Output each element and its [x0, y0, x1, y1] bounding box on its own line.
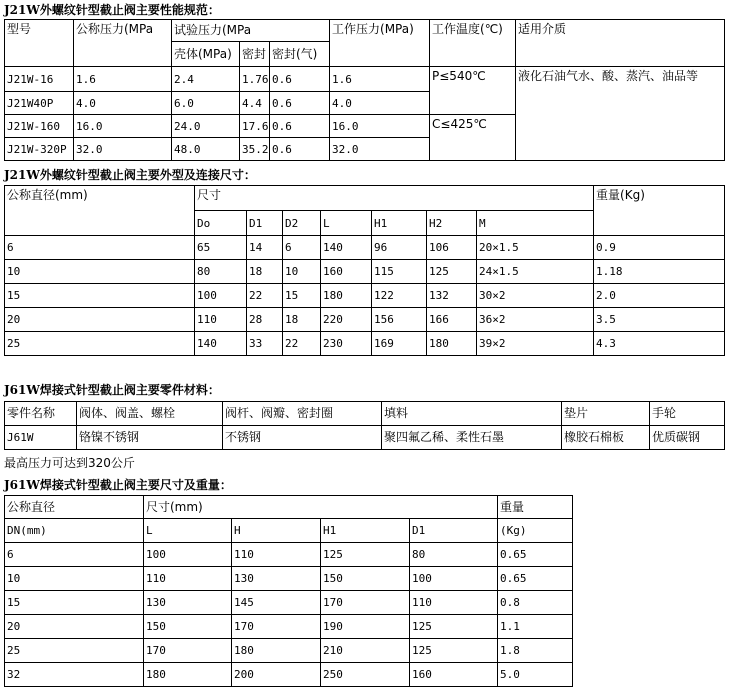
table-row: [5, 567, 573, 591]
table-cell: 15: [5, 591, 144, 615]
col-h: H: [232, 519, 321, 543]
table-cell: 220: [321, 308, 372, 332]
table-cell: 125: [321, 543, 410, 567]
table-cell: 20×1.5: [477, 236, 594, 260]
header-nominal-pressure: 公称压力(MPa: [74, 20, 172, 67]
table-cell: 122: [372, 284, 427, 308]
table-cell: 100: [144, 543, 232, 567]
table-cell: 150: [321, 567, 410, 591]
header-size: 尺寸(mm): [144, 496, 498, 519]
table-cell: 15: [5, 284, 195, 308]
table-cell: 4.3: [594, 332, 725, 356]
table-cell: 1.8: [498, 639, 573, 663]
table-cell: 1.18: [594, 260, 725, 284]
table-cell: 250: [321, 663, 410, 687]
table-cell: 100: [195, 284, 247, 308]
table-cell: 20: [5, 615, 144, 639]
table-cell: 22: [247, 284, 283, 308]
header-dn-line1: 公称直径: [5, 496, 144, 519]
table-cell: 20: [5, 308, 195, 332]
table-cell: 10: [283, 260, 321, 284]
table-cell: 110: [144, 567, 232, 591]
table-cell: 15: [283, 284, 321, 308]
table-cell: 1.1: [498, 615, 573, 639]
table-cell: 33: [247, 332, 283, 356]
table-cell: 22: [283, 332, 321, 356]
table-cell: 6: [5, 236, 195, 260]
header-weight-line1: 重量: [498, 496, 573, 519]
col-l: L: [321, 211, 372, 236]
temp-p: P≤540℃: [430, 67, 516, 115]
header-seal: 密封: [240, 42, 270, 67]
table-row: [5, 639, 573, 663]
table-cell: 156: [372, 308, 427, 332]
table-cell: 170: [144, 639, 232, 663]
header-size: 尺寸: [195, 186, 594, 211]
col-do: Do: [195, 211, 247, 236]
col-m: M: [477, 211, 594, 236]
header-shell: 壳体(MPa): [172, 42, 240, 67]
table-cell: 25: [5, 332, 195, 356]
dimensions-table: [4, 185, 725, 356]
table-cell: 32: [5, 663, 144, 687]
table-row: J21W-16 1.6 2.4 1.76 0.6 1.6 P≤540℃ 液化石油气水、酸、蒸汽、油品等: [5, 67, 725, 92]
table-cell: 160: [321, 260, 372, 284]
table-row: J21W-320P 32.0 48.0 35.2 0.6 32.0: [5, 138, 725, 161]
table-row: [5, 615, 573, 639]
table-cell: 28: [247, 308, 283, 332]
table-cell: 140: [321, 236, 372, 260]
col-h1: H1: [372, 211, 427, 236]
table-cell: 6: [5, 543, 144, 567]
table-cell: 39×2: [477, 332, 594, 356]
table-cell: 180: [321, 284, 372, 308]
table-row: [5, 543, 573, 567]
table-cell: 132: [427, 284, 477, 308]
header-seal-gas: 密封(气): [270, 42, 330, 67]
max-pressure-note: 最高压力可达到320公斤: [4, 456, 135, 470]
header-model: 型号: [5, 20, 74, 67]
table-cell: 65: [195, 236, 247, 260]
section2-title: J21W外螺纹针型截止阀主要外型及连接尺寸：: [4, 168, 256, 182]
table-cell: 0.65: [498, 543, 573, 567]
table-cell: 180: [427, 332, 477, 356]
table-cell: 10: [5, 260, 195, 284]
table-cell: 150: [144, 615, 232, 639]
section1-title: J21W外螺纹针型截止阀主要性能规范：: [4, 3, 220, 17]
performance-spec-table: [4, 19, 725, 161]
table-row: [5, 591, 573, 615]
table-cell: 110: [410, 591, 498, 615]
header-dn: 公称直径(mm): [5, 186, 195, 236]
header-weight: 重量(Kg): [594, 186, 725, 236]
table-cell: 110: [232, 543, 321, 567]
table-cell: 190: [321, 615, 410, 639]
table-row: [5, 284, 725, 308]
table-cell: 80: [195, 260, 247, 284]
table-cell: 210: [321, 639, 410, 663]
table-cell: 230: [321, 332, 372, 356]
table-cell: 24×1.5: [477, 260, 594, 284]
section4-title: J61W焊接式针型截止阀主要尺寸及重量：: [4, 478, 232, 492]
table-row: [5, 332, 725, 356]
table-cell: 14: [247, 236, 283, 260]
table-cell: 180: [232, 639, 321, 663]
table-cell: 110: [195, 308, 247, 332]
temp-c: C≤425℃: [430, 115, 516, 161]
table-cell: 10: [5, 567, 144, 591]
col-l: L: [144, 519, 232, 543]
table-cell: 106: [427, 236, 477, 260]
table-cell: 160: [410, 663, 498, 687]
table-cell: 96: [372, 236, 427, 260]
col-d1: D1: [247, 211, 283, 236]
header-weight-line2: (Kg): [498, 519, 573, 543]
table-cell: 200: [232, 663, 321, 687]
table-row: [5, 663, 573, 687]
header-medium: 适用介质: [516, 20, 725, 67]
table-cell: 145: [232, 591, 321, 615]
table-cell: 100: [410, 567, 498, 591]
table-cell: 115: [372, 260, 427, 284]
materials-table: [4, 401, 725, 450]
header-working-pressure: 工作压力(MPa): [330, 20, 430, 67]
table-cell: 0.65: [498, 567, 573, 591]
table-row: 零件名称 阀体、阀盖、螺栓 阀杆、阀瓣、密封圈 填料 垫片 手轮: [5, 402, 725, 426]
table-cell: 25: [5, 639, 144, 663]
table-cell: 170: [321, 591, 410, 615]
table-cell: 30×2: [477, 284, 594, 308]
table-cell: 140: [195, 332, 247, 356]
table-row: [5, 308, 725, 332]
table-cell: 5.0: [498, 663, 573, 687]
table-cell: 80: [410, 543, 498, 567]
table-cell: 0.8: [498, 591, 573, 615]
table-cell: 36×2: [477, 308, 594, 332]
table-cell: 130: [232, 567, 321, 591]
table-row: [5, 236, 725, 260]
table-cell: 180: [144, 663, 232, 687]
header-dn-line2: DN(mm): [5, 519, 144, 543]
col-d1: D1: [410, 519, 498, 543]
table-cell: 0.9: [594, 236, 725, 260]
table-cell: 125: [427, 260, 477, 284]
col-h1: H1: [321, 519, 410, 543]
table-row: J61W 铬镍不锈钢 不锈钢 聚四氟乙稀、柔性石墨 橡胶石棉板 优质碳钢: [5, 426, 725, 450]
table-cell: 18: [247, 260, 283, 284]
table-cell: 125: [410, 615, 498, 639]
table-cell: 125: [410, 639, 498, 663]
table-cell: 6: [283, 236, 321, 260]
col-d2: D2: [283, 211, 321, 236]
table-cell: 18: [283, 308, 321, 332]
header-working-temp: 工作温度(℃): [430, 20, 516, 67]
table-cell: 3.5: [594, 308, 725, 332]
table-row: J21W40P 4.0 6.0 4.4 0.6 4.0: [5, 92, 725, 115]
size-weight-table: [4, 495, 573, 687]
table-row: J21W-160 16.0 24.0 17.6 0.6 16.0 C≤425℃: [5, 115, 725, 138]
table-cell: 130: [144, 591, 232, 615]
header-test-pressure: 试验压力(MPa: [172, 20, 330, 42]
section3-title: J61W焊接式针型截止阀主要零件材料：: [4, 383, 220, 397]
table-cell: 169: [372, 332, 427, 356]
medium-value: 液化石油气水、酸、蒸汽、油品等: [516, 67, 725, 161]
table-cell: 170: [232, 615, 321, 639]
table-cell: 166: [427, 308, 477, 332]
col-h2: H2: [427, 211, 477, 236]
table-row: [5, 260, 725, 284]
table-cell: 2.0: [594, 284, 725, 308]
